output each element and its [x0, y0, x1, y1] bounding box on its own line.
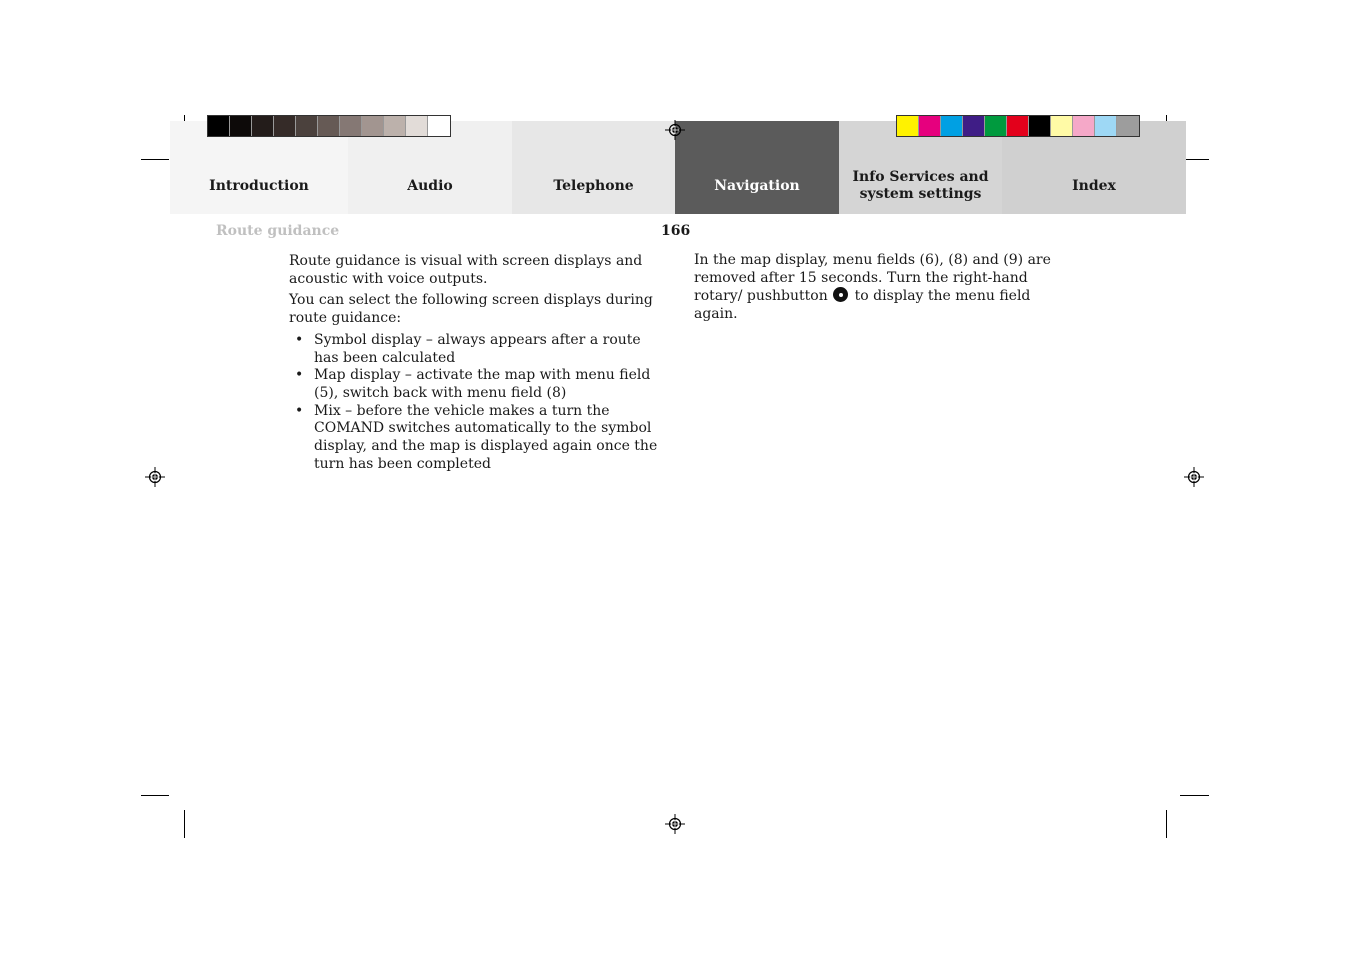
- tab-label: Info Services and system settings: [852, 169, 989, 202]
- crop-mark: [141, 159, 169, 160]
- list-item-text: Symbol display – always appears after a route has been calculated: [314, 331, 641, 366]
- color-swatch: [428, 116, 450, 136]
- list-item: [289, 403, 661, 474]
- tab-navigation[interactable]: [675, 121, 839, 214]
- color-swatch: [384, 116, 406, 136]
- crop-mark: [1180, 795, 1209, 796]
- crop-mark: [141, 795, 169, 796]
- gray-color-strip: [207, 115, 451, 137]
- color-swatch: [1117, 116, 1139, 136]
- color-swatch: [362, 116, 384, 136]
- right-text-column: [694, 252, 1059, 328]
- color-swatch: [252, 116, 274, 136]
- color-swatch: [1051, 116, 1073, 136]
- process-color-strip: [896, 115, 1140, 137]
- crop-mark: [1166, 810, 1167, 838]
- color-swatch: [1007, 116, 1029, 136]
- list-item-text: Mix – before the vehicle makes a turn the COMAND switches automatically to the symbol display, and the map is displayed again once the turn has been completed: [314, 402, 658, 472]
- color-swatch: [340, 116, 362, 136]
- crop-mark: [184, 810, 185, 838]
- color-swatch: [941, 116, 963, 136]
- registration-mark-icon: [145, 467, 165, 487]
- map-display-text-end: to display the menu field again.: [694, 288, 1031, 323]
- page-number: 166: [661, 223, 691, 239]
- list-item: [289, 332, 661, 367]
- color-swatch: [296, 116, 318, 136]
- color-swatch: [1073, 116, 1095, 136]
- color-swatch: [1029, 116, 1051, 136]
- map-display-text: In the map display, menu fields (6), (8) and (9) are removed after 15 seconds. Turn the right-hand rotary/ pushbutton: [694, 252, 1051, 305]
- tab-telephone[interactable]: [512, 121, 675, 214]
- section-title: Route guidance: [216, 223, 340, 239]
- map-display-paragraph: [694, 252, 1059, 324]
- tab-label: Audio: [407, 178, 453, 194]
- color-swatch: [1095, 116, 1117, 136]
- bullet-icon: •: [295, 331, 304, 348]
- bullet-icon: •: [295, 402, 304, 419]
- screen-displays-paragraph: You can select the following screen displays during route guidance:: [289, 292, 653, 327]
- color-swatch: [208, 116, 230, 136]
- color-swatch: [230, 116, 252, 136]
- tab-label: Introduction: [209, 178, 309, 194]
- registration-mark-icon: [1184, 467, 1204, 487]
- color-swatch: [318, 116, 340, 136]
- list-item-text: Map display – activate the map with menu field (5), switch back with menu field (8): [314, 367, 651, 401]
- tab-label: Telephone: [553, 178, 634, 194]
- registration-mark-icon: [665, 814, 685, 834]
- color-swatch: [897, 116, 919, 136]
- list-item: [289, 367, 661, 402]
- color-swatch: [919, 116, 941, 136]
- bullet-icon: •: [295, 367, 304, 384]
- intro-paragraph: Route guidance is visual with screen displays and acoustic with voice outputs.: [289, 253, 643, 287]
- color-swatch: [274, 116, 296, 136]
- tab-label: Navigation: [714, 178, 800, 194]
- registration-mark-icon: [665, 120, 685, 140]
- rotary-pushbutton-icon: [833, 287, 848, 302]
- color-swatch: [406, 116, 428, 136]
- display-options-list: [289, 332, 661, 474]
- tab-label: Index: [1072, 178, 1116, 194]
- left-text-column: [289, 253, 661, 473]
- color-swatch: [985, 116, 1007, 136]
- color-swatch: [963, 116, 985, 136]
